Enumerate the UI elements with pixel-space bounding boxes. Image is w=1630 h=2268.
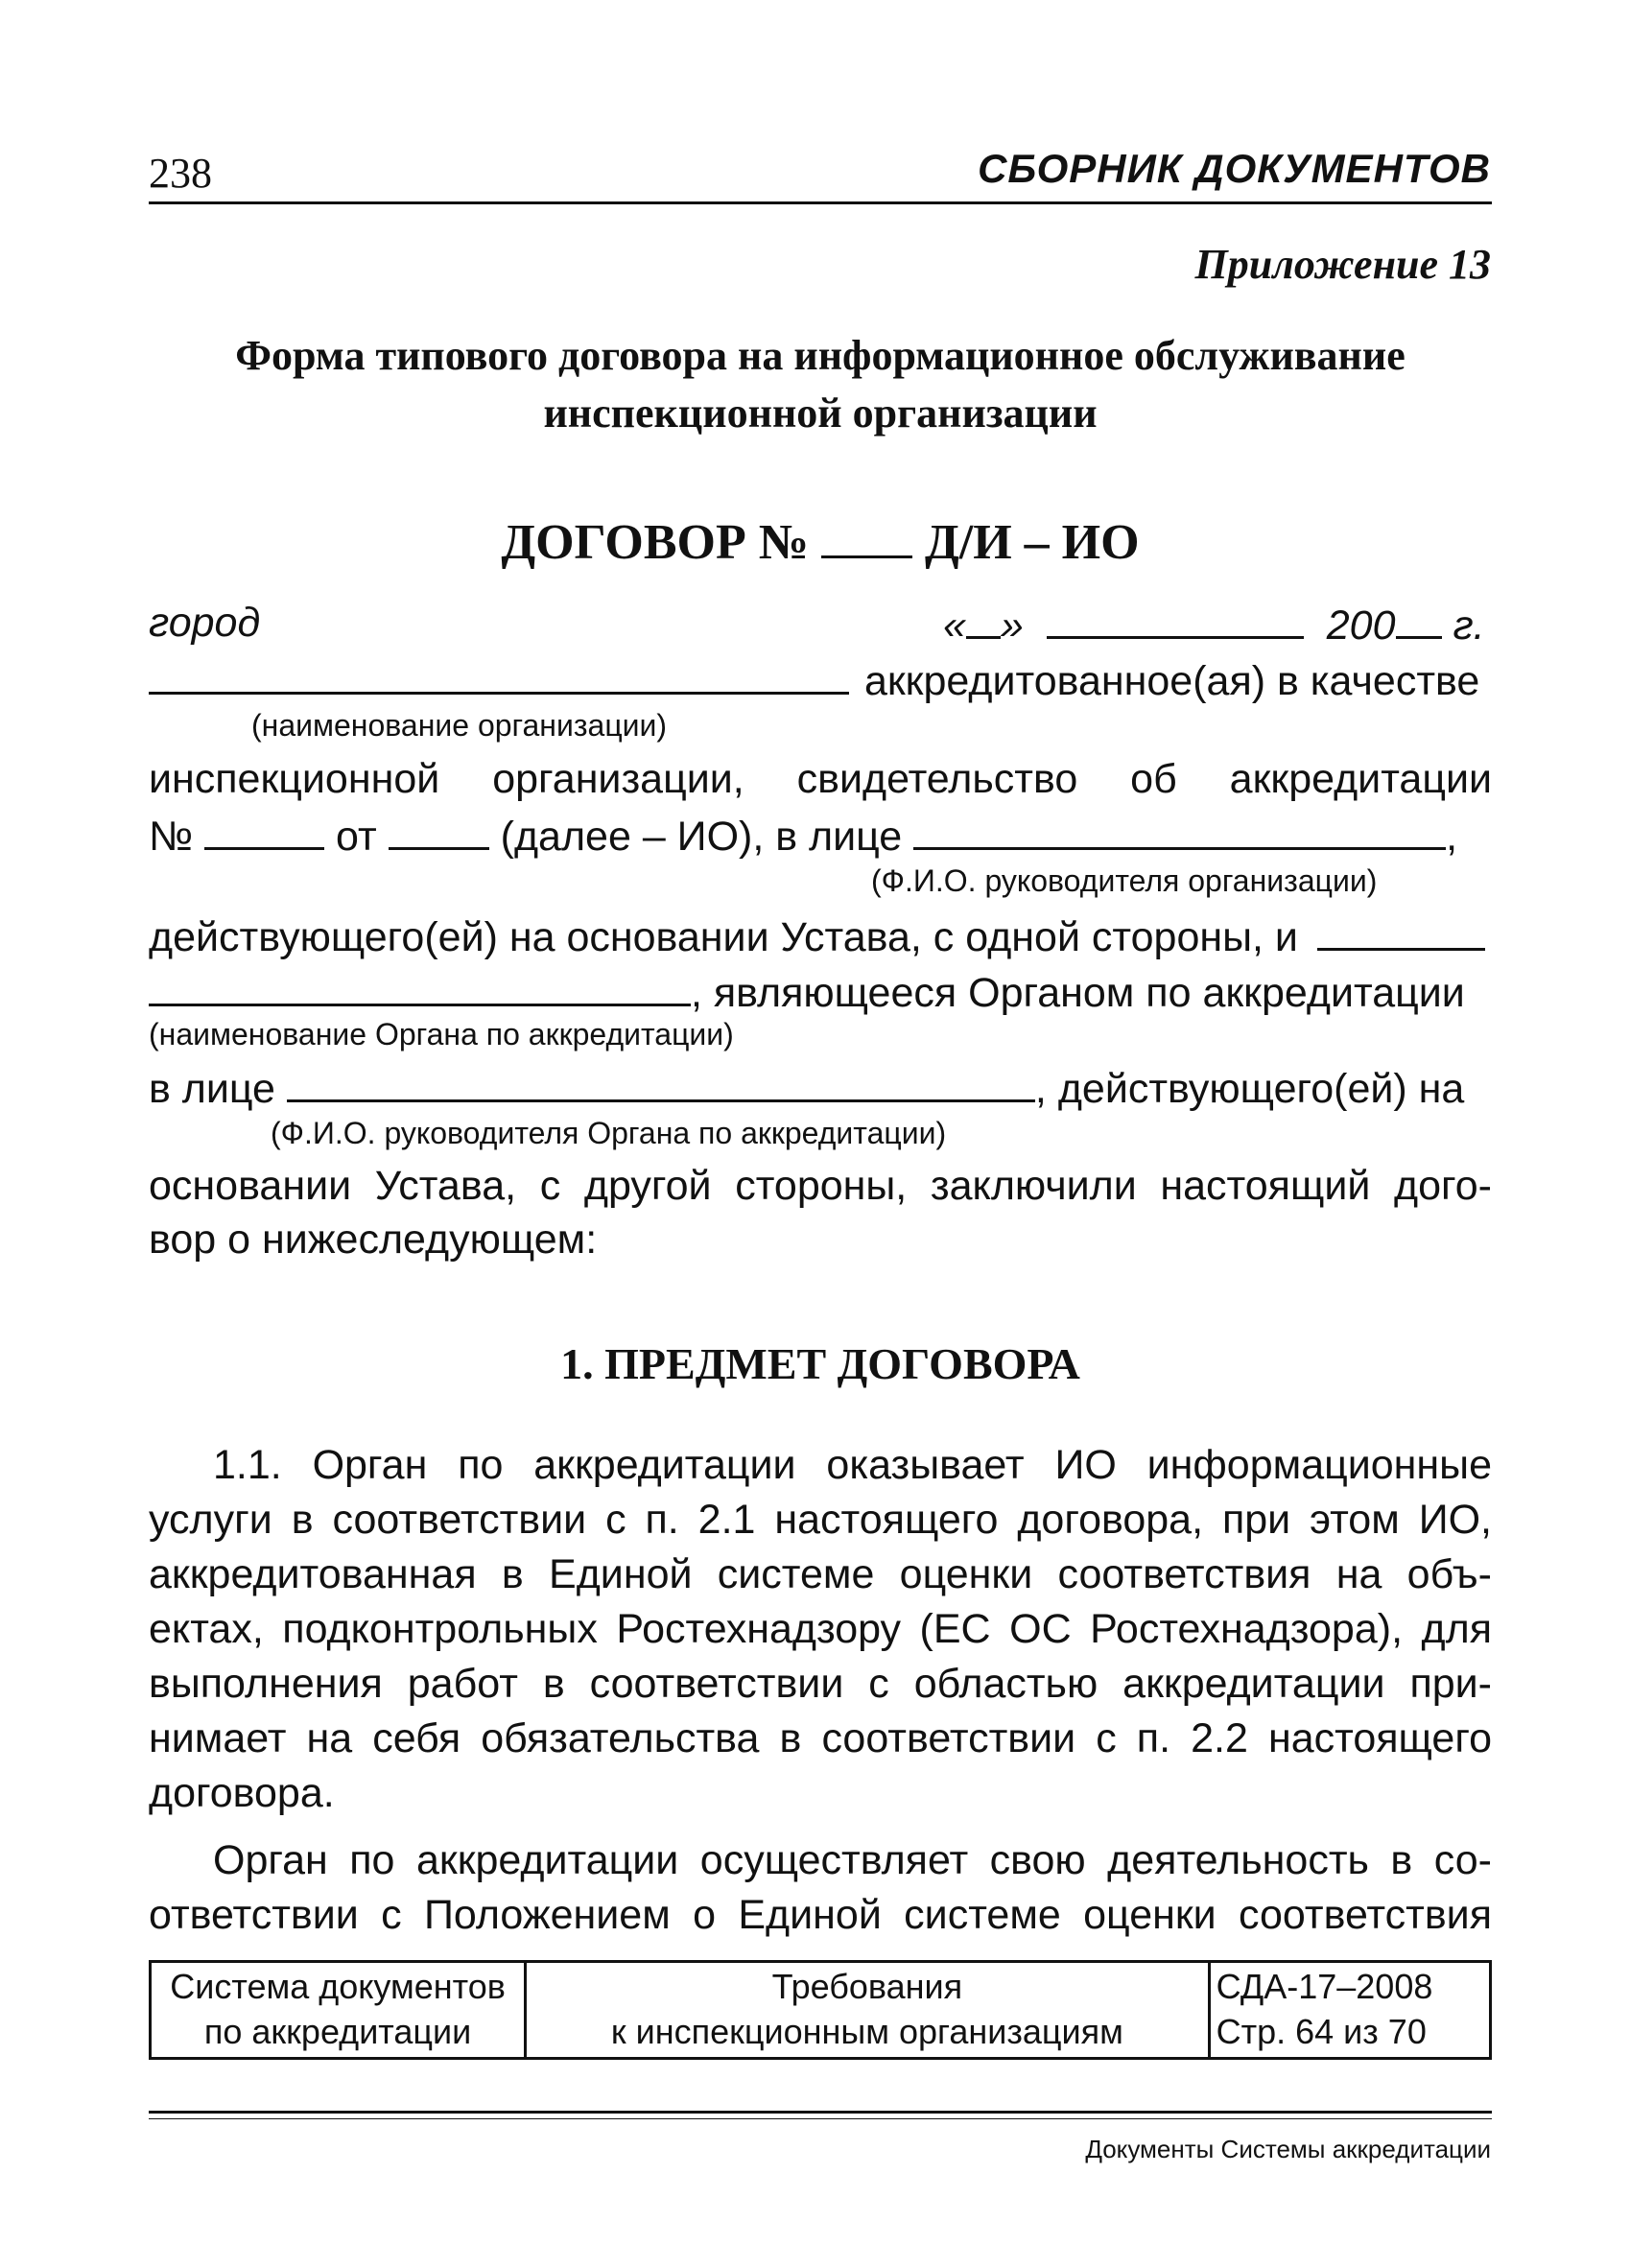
acting-text: действующего(ей) на основании Устава, с одной стороны, и bbox=[149, 914, 1298, 960]
hereinafter-text: (далее – ИО), в лице bbox=[500, 814, 903, 860]
table-cell-code bbox=[1209, 1962, 1490, 2059]
system-line-2: по аккредитации bbox=[203, 2011, 472, 2051]
contract-number-blank bbox=[821, 513, 912, 558]
p1-line-4: ектах, подконтрольных Ростехнадзору (ЕС ОС Ростехнадзора), для bbox=[149, 1606, 1492, 1652]
body-line bbox=[149, 967, 1492, 1017]
header-rule bbox=[149, 201, 1492, 204]
basis-line-1: основании Устава, с другой стороны, заключили настоящий дого- bbox=[149, 1163, 1492, 1209]
footer-text: Документы Системы аккредитации bbox=[1085, 2135, 1491, 2163]
form-title-line-2: инспекционной организации bbox=[543, 390, 1098, 437]
acting-line bbox=[149, 911, 1492, 961]
certificate-line bbox=[149, 811, 1492, 861]
year-suffix: г. bbox=[1453, 602, 1485, 649]
page-of-pages: Стр. 64 из 70 bbox=[1216, 2011, 1427, 2051]
document-code: СДА-17–2008 bbox=[1216, 1967, 1433, 2006]
contract-title-suffix: Д/И – ИО bbox=[925, 515, 1140, 570]
p1-line-3: аккредитованная в Единой системе оценки соответствия на объ- bbox=[149, 1551, 1492, 1597]
basis-line-2: вор о нижеследующем: bbox=[149, 1217, 598, 1263]
year-prefix: 200 bbox=[1326, 602, 1396, 649]
acting2-text: , действующего(ей) на bbox=[1034, 1066, 1465, 1112]
hint-organization-name: (наименование организации) bbox=[251, 708, 668, 743]
date-open-quote: « bbox=[943, 602, 966, 649]
p2-line-1: Орган по аккредитации осуществляет свою деятельность в со- bbox=[213, 1837, 1492, 1883]
being-body-text: , являющееся Органом по аккредитации bbox=[691, 970, 1465, 1016]
inspection-line: инспекционной организации, свидетельство об аккредитации bbox=[149, 756, 1492, 802]
p1-line-7: договора. bbox=[149, 1770, 335, 1816]
body-name-blank-1 bbox=[1317, 911, 1485, 951]
day-blank bbox=[966, 600, 1001, 639]
table-cell-requirements bbox=[526, 1962, 1209, 2059]
certificate-number-blank bbox=[204, 811, 324, 850]
contract-title bbox=[149, 513, 1492, 571]
footer-rule-thin bbox=[149, 2118, 1492, 2119]
number-sign: № bbox=[149, 814, 194, 860]
footer-rule bbox=[149, 2111, 1492, 2114]
appendix-label: Приложение 13 bbox=[1194, 241, 1491, 288]
contract-title-prefix: ДОГОВОР № bbox=[501, 515, 810, 570]
certificate-date-blank bbox=[389, 811, 489, 850]
month-blank bbox=[1047, 600, 1304, 639]
table-cell-system bbox=[151, 1962, 526, 2059]
city-date-line bbox=[149, 600, 1492, 647]
head-name-blank bbox=[913, 811, 1446, 850]
p2-line-2: ответствии с Положением о Единой системе оценки соответствия bbox=[149, 1892, 1492, 1938]
body-name-blank-2 bbox=[149, 967, 691, 1006]
body-head-blank bbox=[287, 1063, 1035, 1102]
represented-text: в лице bbox=[149, 1066, 275, 1112]
from-text: от bbox=[336, 814, 377, 860]
system-line-1: Система документов bbox=[170, 1967, 506, 2006]
form-title-line-1: Форма типового договора на информационное обслуживание bbox=[235, 332, 1406, 379]
p1-line-1: 1.1. Орган по аккредитации оказывает ИО информационные bbox=[213, 1442, 1492, 1488]
p1-line-2: услуги в соответствии с п. 2.1 настоящего договора, при этом ИО, bbox=[149, 1497, 1492, 1543]
accredited-as-text: аккредитованное(ая) в качестве bbox=[863, 658, 1480, 704]
organization-line bbox=[149, 655, 1492, 705]
organization-name-blank bbox=[149, 655, 849, 695]
section-1-heading: 1. ПРЕДМЕТ ДОГОВОРА bbox=[560, 1339, 1080, 1388]
document-system-table bbox=[149, 1960, 1492, 2060]
hint-body-head: (Ф.И.О. руководителя Органа по аккредитации) bbox=[271, 1116, 947, 1150]
year-blank bbox=[1396, 600, 1442, 639]
running-title: СБОРНИК ДОКУМЕНТОВ bbox=[978, 146, 1491, 191]
p1-line-6: нимает на себя обязательства в соответствии с п. 2.2 настоящего bbox=[149, 1715, 1492, 1761]
city-label: город bbox=[149, 600, 261, 646]
requirements-line-1: Требования bbox=[771, 1967, 963, 2006]
hint-head-name: (Ф.И.О. руководителя организации) bbox=[871, 863, 1378, 898]
requirements-line-2: к инспекционным организациям bbox=[610, 2011, 1123, 2051]
p1-line-5: выполнения работ в соответствии с областью аккредитации при- bbox=[149, 1661, 1492, 1707]
represented-line bbox=[149, 1063, 1492, 1113]
table-row bbox=[151, 1962, 1491, 2059]
hint-body-name: (наименование Органа по аккредитации) bbox=[149, 1017, 734, 1051]
date-close-quote: » bbox=[1000, 602, 1024, 649]
comma-1: , bbox=[1446, 814, 1458, 860]
date-field bbox=[943, 600, 1485, 650]
page-number: 238 bbox=[149, 150, 212, 197]
